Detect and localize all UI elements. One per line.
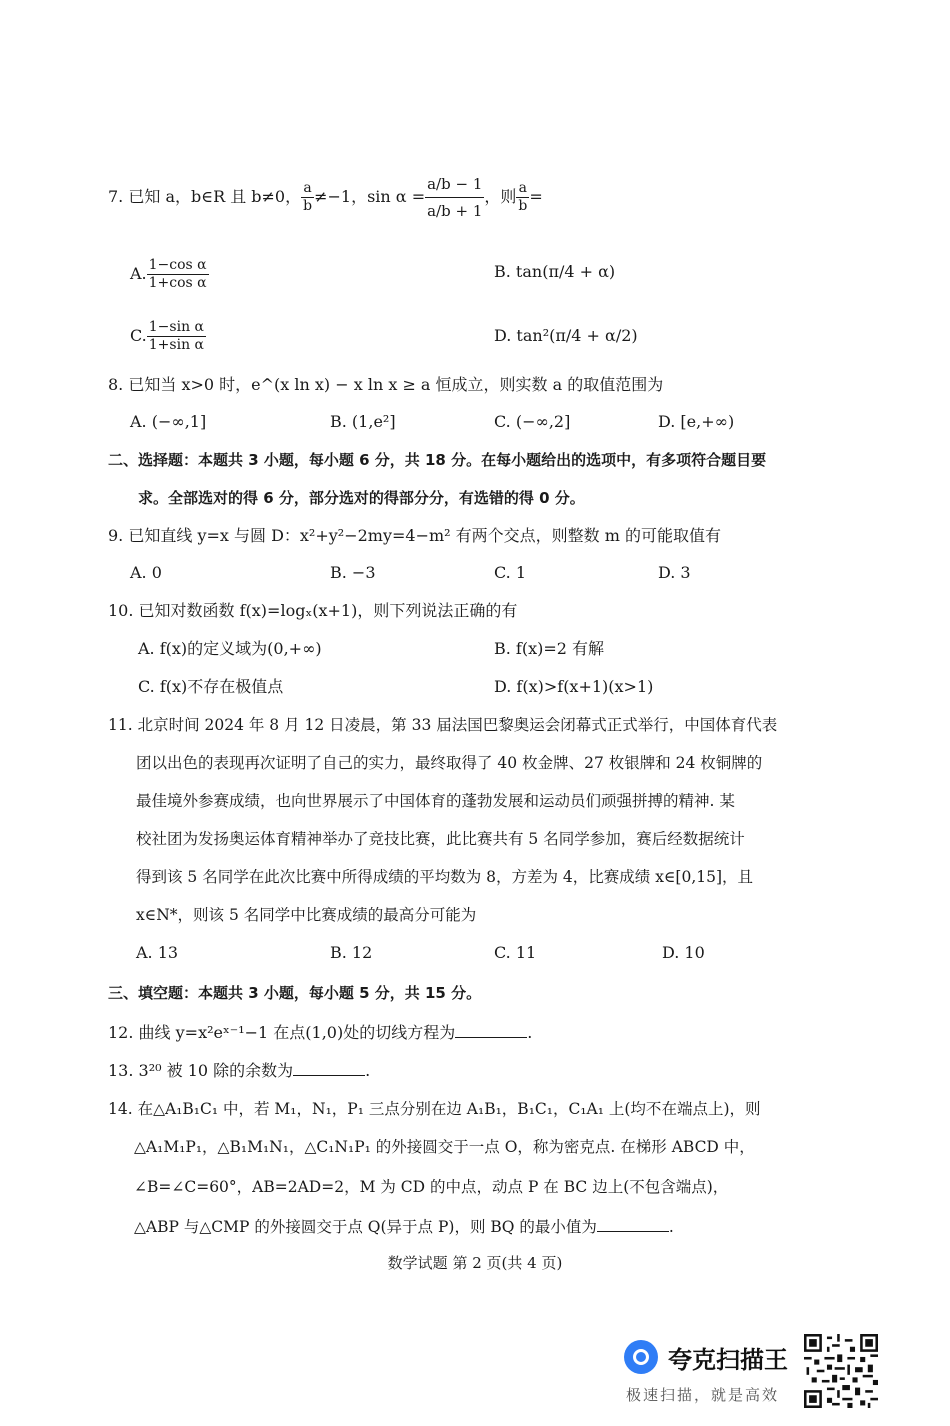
q11-option-d: D. 10 bbox=[662, 943, 705, 962]
q11-option-b: B. 12 bbox=[330, 943, 373, 962]
q12-text: 12. 曲线 y=x²eˣ⁻¹−1 在点(1,0)处的切线方程为 bbox=[108, 1023, 456, 1042]
q7-option-c bbox=[130, 316, 206, 356]
q9-stem: 9. 已知直线 y=x 与圆 D：x²+y²−2my=4−m² 有两个交点，则整数 m 的可能取值有 bbox=[108, 526, 722, 545]
q12-stem bbox=[108, 1021, 532, 1043]
q7-c-num: 1−sin α bbox=[148, 319, 204, 335]
q7-main-frac bbox=[425, 171, 484, 224]
q7-ask-num: a bbox=[516, 180, 529, 198]
q10-option-b: B. f(x)=2 有解 bbox=[494, 639, 605, 658]
q7-prefix: 7. 已知 a，b∈R 且 b≠0， bbox=[108, 187, 302, 206]
quark-logo-icon bbox=[624, 1340, 658, 1374]
q7-a-label: A. bbox=[130, 264, 147, 283]
q13-stem bbox=[108, 1059, 370, 1081]
q11-line-4: 校社团为发扬奥运体育精神举办了竞技比赛，此比赛共有 5 名同学参加，赛后经数据统计 bbox=[136, 830, 745, 848]
q7-suffix: ，则 bbox=[484, 187, 517, 206]
q11-line-5: 得到该 5 名同学在此次比赛中所得成绩的平均数为 8，方差为 4，比赛成绩 x∈[0,15]，且 bbox=[136, 868, 754, 886]
q14-line-1: 14. 在△A₁B₁C₁ 中，若 M₁，N₁，P₁ 三点分别在边 A₁B₁，B₁C₁，C₁A₁ 上(均不在端点上)，则 bbox=[108, 1100, 761, 1118]
q10-option-a: A. f(x)的定义域为(0,+∞) bbox=[138, 639, 322, 658]
page-footer: 数学试题 第 2 页(共 4 页) bbox=[387, 1254, 563, 1272]
q8-stem: 8. 已知当 x>0 时，e^(x ln x) − x ln x ≥ a 恒成立，则实数 a 的取值范围为 bbox=[108, 375, 664, 394]
q8-option-d: D. [e,+∞) bbox=[658, 412, 735, 431]
scanner-watermark bbox=[624, 1338, 794, 1410]
q7-c-frac bbox=[147, 319, 206, 354]
q13-answer-blank bbox=[293, 1059, 365, 1076]
q8-option-b: B. (1,e²] bbox=[330, 412, 396, 431]
q14-answer-blank bbox=[597, 1215, 669, 1232]
q14-text: △ABP 与△CMP 的外接圆交于点 Q(异于点 P)，则 BQ 的最小值为 bbox=[134, 1218, 597, 1236]
q11-line-2: 团以出色的表现再次证明了自己的实力，最终取得了 40 枚金牌、27 枚银牌和 24 枚铜牌的 bbox=[136, 754, 763, 772]
section3-heading: 三、填空题：本题共 3 小题，每小题 5 分，共 15 分。 bbox=[108, 984, 482, 1002]
q11-line-3: 最佳境外参赛成绩，也向世界展示了中国体育的蓬勃发展和运动员们顽强拼搏的精神. 某 bbox=[136, 792, 735, 810]
q7-main-den: a/b + 1 bbox=[427, 202, 483, 220]
q10-option-c: C. f(x)不存在极值点 bbox=[138, 677, 284, 696]
q14-end: . bbox=[668, 1218, 674, 1236]
q7-a-num: 1−cos α bbox=[148, 257, 207, 273]
q7-cond-den: b bbox=[303, 198, 313, 214]
q7-c-den: 1+sin α bbox=[148, 337, 204, 353]
q7-ask-den: b bbox=[518, 198, 528, 214]
section2-heading: 二、选择题：本题共 3 小题，每小题 6 分，共 18 分。在每小题给出的选项中，有多项符合题目要 bbox=[108, 451, 767, 469]
q13-text: 13. 3²⁰ 被 10 除的余数为 bbox=[108, 1061, 294, 1080]
q13-end: . bbox=[365, 1061, 371, 1080]
q12-end: . bbox=[527, 1023, 533, 1042]
q14-line-2: △A₁M₁P₁，△B₁M₁N₁，△C₁N₁P₁ 的外接圆交于一点 O，称为密克点. 在梯形 ABCD 中， bbox=[134, 1138, 755, 1156]
section2-heading-cont: 求。全部选对的得 6 分，部分选对的得部分分，有选错的得 0 分。 bbox=[138, 489, 585, 507]
q8-option-c: C. (−∞,2] bbox=[494, 412, 571, 431]
q7-stem bbox=[108, 166, 543, 228]
watermark-slogan: 极速扫描，就是高效 bbox=[626, 1386, 780, 1404]
q11-option-a: A. 13 bbox=[136, 943, 179, 962]
q11-line-1: 11. 北京时间 2024 年 8 月 12 日凌晨，第 33 届法国巴黎奥运会闭幕式正式举行，中国体育代表 bbox=[108, 716, 778, 734]
q9-option-a: A. 0 bbox=[130, 563, 162, 582]
q8-option-a: A. (−∞,1] bbox=[130, 412, 207, 431]
q7-cond-tail: ≠−1，sin α = bbox=[314, 187, 426, 206]
q7-a-den: 1+cos α bbox=[148, 275, 207, 291]
q10-stem: 10. 已知对数函数 f(x)=logₓ(x+1)，则下列说法正确的有 bbox=[108, 601, 518, 620]
watermark-name: 夸克扫描王 bbox=[668, 1346, 788, 1374]
q7-option-a bbox=[130, 254, 209, 294]
q11-option-c: C. 11 bbox=[494, 943, 537, 962]
q11-line-6: x∈N*，则该 5 名同学中比赛成绩的最高分可能为 bbox=[136, 906, 477, 924]
q7-c-label: C. bbox=[130, 326, 147, 345]
q7-ask-frac bbox=[516, 180, 529, 215]
q12-answer-blank bbox=[455, 1021, 527, 1038]
q14-line-3: ∠B=∠C=60°，AB=2AD=2，M 为 CD 的中点，动点 P 在 BC 边上(不包含端点)， bbox=[134, 1178, 729, 1196]
q7-main-num: a/b − 1 bbox=[425, 171, 484, 198]
q10-option-d: D. f(x)>f(x+1)(x>1) bbox=[494, 677, 654, 696]
qr-code-icon bbox=[804, 1334, 878, 1408]
q9-option-d: D. 3 bbox=[658, 563, 691, 582]
q7-ask-tail: = bbox=[529, 187, 543, 206]
q7-option-b: B. tan(π/4 + α) bbox=[494, 262, 616, 281]
q9-option-c: C. 1 bbox=[494, 563, 527, 582]
q7-option-d: D. tan²(π/4 + α/2) bbox=[494, 326, 638, 345]
q14-line-4 bbox=[134, 1215, 674, 1237]
q7-cond-num: a bbox=[301, 180, 314, 198]
q7-cond-frac bbox=[301, 180, 314, 215]
q9-option-b: B. −3 bbox=[330, 563, 376, 582]
q7-a-frac bbox=[147, 257, 209, 292]
